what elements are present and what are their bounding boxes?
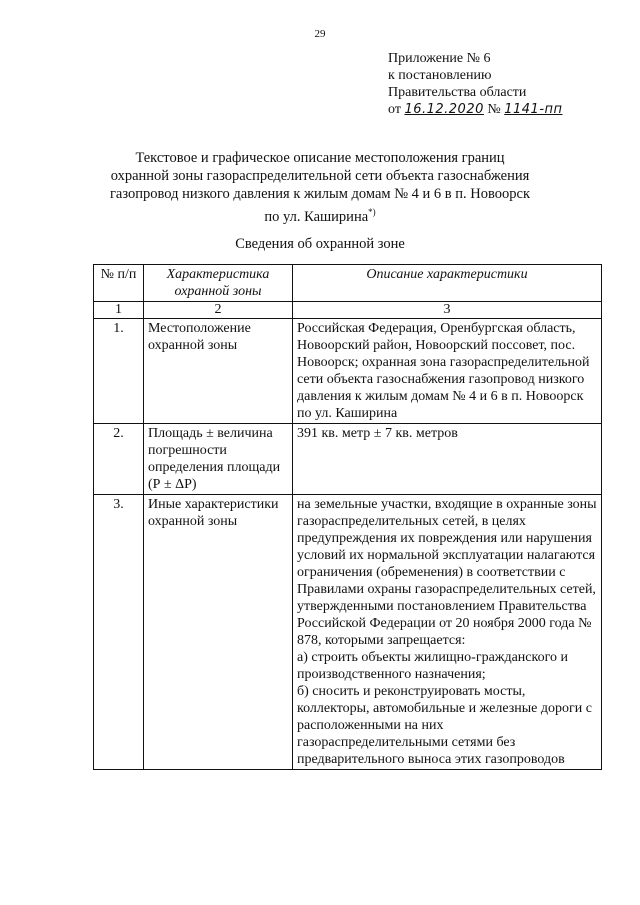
- description-paragraph: б) сносить и реконструировать мосты, коллекторы, автомобильные и железные дороги с расположенными на них газораспределительными сетями без предварительного выноса этих газопроводов: [297, 684, 592, 767]
- description-paragraph: на земельные участки, входящие в охранные зоны газораспределительных сетей, в целях предупреждения их повреждения или нарушения условий их нормальной эксплуатации налагаются ограничения (обременения) в соответствии с Правилами охраны газораспределительных сетей, утвержденными постановлением Правительства Российской Федерации от 20 ноября 2000 года № 878, которыми запрещается:: [297, 497, 597, 648]
- row-characteristic: Иные характеристики охранной зоны: [144, 495, 293, 770]
- column-number-2: 2: [144, 302, 293, 319]
- number-prefix: №: [487, 102, 501, 117]
- row-number: 3.: [94, 495, 144, 770]
- footnote-mark: *): [368, 207, 376, 217]
- appendix-line-2: к постановлению: [388, 68, 492, 83]
- header-characteristic: Характеристика охранной зоны: [144, 265, 293, 302]
- description-paragraph: а) строить объекты жилищно-гражданского и производственного назначения;: [297, 650, 568, 682]
- row-description: [293, 319, 602, 424]
- description-paragraph: Российская Федерация, Оренбургская область, Новоорский район, Новоорский поссовет, пос. Новоорск; охранная зона газораспределительной сети объекта газоснабжения газопровод низкого давления к жилым домам № 4 и 6 в п. Новоорск по ул. Каширина: [297, 321, 590, 421]
- row-number: 1.: [94, 319, 144, 424]
- row-description: [293, 424, 602, 495]
- row-number: 2.: [94, 424, 144, 495]
- protection-zone-table: [93, 264, 602, 770]
- handwritten-date: 16.12.2020: [404, 102, 484, 117]
- title-line-2: охранной зоны газораспределительной сети объекта газоснабжения: [110, 168, 530, 184]
- header-num: № п/п: [94, 265, 144, 302]
- document-title: [80, 149, 560, 226]
- title-line-3: газопровод низкого давления к жилым домам № 4 и 6 в п. Новоорск: [109, 186, 530, 202]
- title-line-1: Текстовое и графическое описание местоположения границ: [135, 150, 505, 166]
- column-number-row: [94, 302, 602, 319]
- title-line-4-text: по ул. Каширина: [264, 208, 369, 225]
- row-description: [293, 495, 602, 770]
- section-subtitle: Сведения об охранной зоне: [235, 236, 405, 252]
- header-description: Описание характеристики: [293, 265, 602, 302]
- table-header-row: [94, 265, 602, 302]
- handwritten-number: 1141-пп: [504, 102, 563, 117]
- row-characteristic: Местоположение охранной зоны: [144, 319, 293, 424]
- table-row: [94, 319, 602, 424]
- appendix-block: [388, 50, 563, 118]
- title-line-4: [80, 203, 560, 226]
- table-row: [94, 424, 602, 495]
- column-number-1: 1: [94, 302, 144, 319]
- table-row: [94, 495, 602, 770]
- page-number: 29: [314, 28, 326, 40]
- appendix-line-1: Приложение № 6: [388, 51, 491, 66]
- appendix-date-line: [388, 101, 563, 118]
- appendix-line-3: Правительства области: [388, 85, 527, 100]
- description-paragraph: 391 кв. метр ± 7 кв. метров: [297, 426, 458, 441]
- column-number-3: 3: [293, 302, 602, 319]
- row-characteristic: Площадь ± величина погрешности определения площади (Р ± ΔР): [144, 424, 293, 495]
- date-prefix: от: [388, 102, 401, 117]
